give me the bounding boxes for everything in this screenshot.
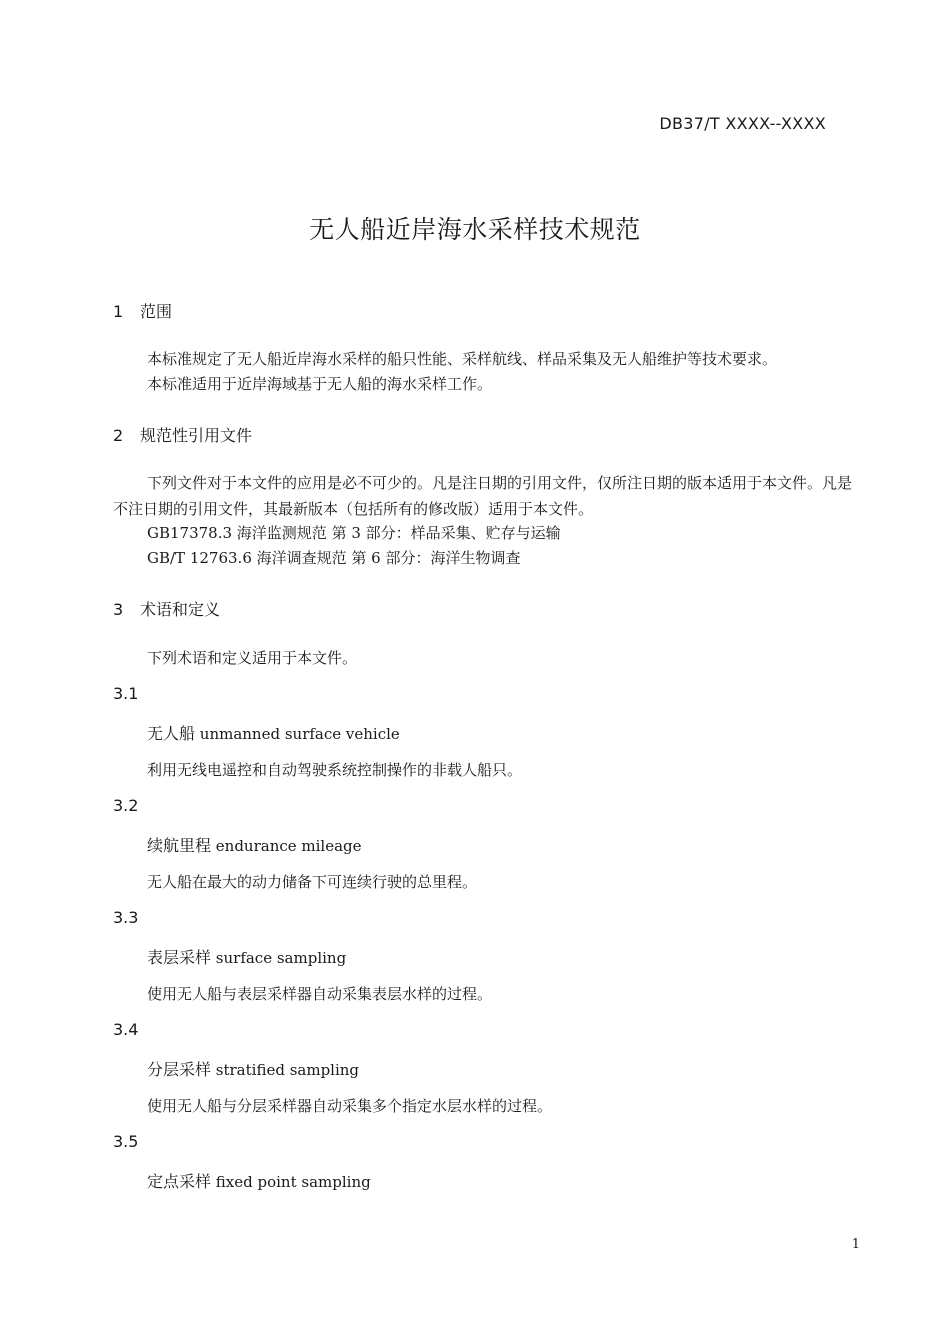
term-chinese: 分层采样 <box>147 1060 212 1079</box>
section-2-heading <box>113 423 252 446</box>
term-number: 3.3 <box>113 908 139 927</box>
section-number: 3 <box>113 600 124 619</box>
section-title: 范围 <box>140 302 173 321</box>
reference-1: GB17378.3 海洋监测规范 第 3 部分：样品采集、贮存与运输 <box>147 524 561 542</box>
term-definition: 使用无人船与分层采样器自动采集多个指定水层水样的过程。 <box>147 1097 553 1115</box>
term-chinese: 定点采样 <box>147 1172 212 1191</box>
term-heading <box>147 945 346 968</box>
term-number: 3.1 <box>113 684 139 703</box>
term-definition: 使用无人船与表层采样器自动采集表层水样的过程。 <box>147 985 493 1003</box>
term-english: fixed point sampling <box>211 1173 371 1191</box>
term-english: endurance mileage <box>211 837 362 855</box>
section-number: 1 <box>113 302 124 321</box>
term-heading <box>147 833 362 856</box>
section-2-paragraph-1: 下列文件对于本文件的应用是必不可少的。凡是注日期的引用文件，仅所注日期的版本适用于本文件。凡是不注日期的引用文件，其最新版本（包括所有的修改版）适用于本文件。 <box>113 474 853 518</box>
section-title: 术语和定义 <box>140 600 221 619</box>
term-definition: 无人船在最大的动力储备下可连续行驶的总里程。 <box>147 873 478 891</box>
term-definition: 利用无线电遥控和自动驾驶系统控制操作的非载人船只。 <box>147 761 523 779</box>
term-number: 3.5 <box>113 1132 139 1151</box>
section-1-paragraph-1: 本标准规定了无人船近岸海水采样的船只性能、采样航线、样品采集及无人船维护等技术要求。 <box>147 350 778 368</box>
term-english: stratified sampling <box>211 1061 360 1079</box>
term-chinese: 表层采样 <box>147 948 212 967</box>
term-heading <box>147 1169 371 1192</box>
term-english: unmanned surface vehicle <box>195 725 400 743</box>
section-3-heading <box>113 597 220 620</box>
term-number: 3.2 <box>113 796 139 815</box>
section-title: 规范性引用文件 <box>140 426 253 445</box>
section-number: 2 <box>113 426 124 445</box>
reference-2: GB/T 12763.6 海洋调查规范 第 6 部分：海洋生物调查 <box>147 549 521 567</box>
term-number: 3.4 <box>113 1020 139 1039</box>
term-heading <box>147 1057 359 1080</box>
section-1-paragraph-2: 本标准适用于近岸海域基于无人船的海水采样工作。 <box>147 375 493 393</box>
term-chinese: 无人船 <box>147 724 196 743</box>
document-code: DB37/T XXXX--XXXX <box>659 114 826 133</box>
term-heading <box>147 721 400 744</box>
section-1-heading <box>113 299 172 322</box>
term-chinese: 续航里程 <box>147 836 212 855</box>
document-title: 无人船近岸海水采样技术规范 <box>309 215 641 244</box>
section-3-intro: 下列术语和定义适用于本文件。 <box>147 649 358 667</box>
term-english: surface sampling <box>211 949 347 967</box>
page-number: 1 <box>851 1237 860 1252</box>
